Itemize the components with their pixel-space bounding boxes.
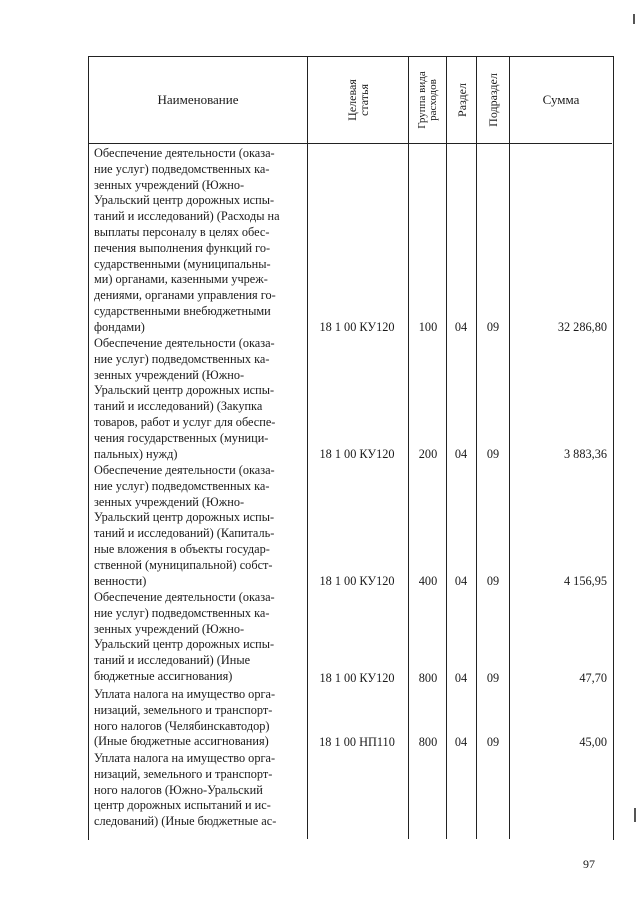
row-sum: 32 286,80 [557,320,607,334]
row-code: 18 1 00 КУ120 [319,574,395,588]
header-separator [88,143,612,144]
row-group: 800 [418,671,438,685]
header-subsection-cell [477,56,509,143]
header-section: Раздел [454,82,469,117]
row-code: 18 1 00 НП110 [319,735,395,749]
header-group: Группа вида расходов [415,70,439,129]
row-section: 04 [454,320,468,334]
header-sum-cell [510,56,612,143]
header-code-cell [308,56,408,143]
row-sum: 4 156,95 [563,574,607,588]
scan-artifact [633,14,635,24]
row-code: 18 1 00 КУ120 [319,320,395,334]
header-code: Целевая статья [344,78,371,121]
row-sum: 3 883,36 [563,447,607,461]
row-subsection: 09 [486,671,500,685]
column-divider [408,56,409,839]
row-group: 400 [418,574,438,588]
row-code: 18 1 00 КУ120 [319,447,395,461]
row-description: Уплата налога на имущество орга- низаций, земельного и транспорт- ного налогов (Южно-Уральский центр дорожных испытаний и ис- следований) (Иные бюджетные ас- [94,751,277,829]
row-code: 18 1 00 КУ120 [319,671,395,685]
row-subsection: 09 [486,735,500,749]
row-subsection: 09 [486,447,500,461]
row-description: Уплата налога на имущество орга- низаций, земельного и транспорт- ного налогов (Челябинскавтодор) (Иные бюджетные ассигнования) [94,687,276,749]
row-description: Обеспечение деятельности (оказа- ние услуг) подведомственных ка- зенных учреждений (Южно- Уральский центр дорожных испы- таний и исследований) (Закупка товаров, работ и услуг для обеспе- чения государственных (муници- пальных) нужд) [94,336,276,461]
column-divider [307,56,308,839]
row-group: 100 [418,320,438,334]
page-number: 97 [583,857,595,871]
header-subsection: Подраздел [486,72,501,127]
row-sum: 47,70 [579,671,607,685]
scan-artifact [634,808,636,822]
row-group: 200 [418,447,438,461]
header-name-cell [89,56,307,143]
header-group-cell [409,56,446,143]
row-section: 04 [454,735,468,749]
row-description: Обеспечение деятельности (оказа- ние услуг) подведомственных ка- зенных учреждений (Южно- Уральский центр дорожных испы- таний и исследований) (Капиталь- ные вложения в объекты государ- ственной (муниципальной) собст- венности) [94,463,275,588]
header-section-cell [447,56,476,143]
row-description: Обеспечение деятельности (оказа- ние услуг) подведомственных ка- зенных учреждений (Южно- Уральский центр дорожных испы- таний и исследований) (Иные бюджетные ассигнования) [94,590,275,683]
row-group: 800 [418,735,438,749]
row-description: Обеспечение деятельности (оказа- ние услуг) подведомственных ка- зенных учреждений (Южно- Уральский центр дорожных испы- таний и исследований) (Расходы на выплаты персоналу в целях обес- печения выполнения функций го- сударственными (муниципальны- ми) органами, казенными учреж- дениями, органами управления го- сударственными внебюджетными фондами) [94,146,280,334]
row-subsection: 09 [486,320,500,334]
header-name: Наименование [157,91,239,107]
row-section: 04 [454,574,468,588]
row-sum: 45,00 [579,735,607,749]
row-section: 04 [454,447,468,461]
column-divider [509,56,510,839]
row-subsection: 09 [486,574,500,588]
header-sum: Сумма [542,91,580,107]
row-section: 04 [454,671,468,685]
